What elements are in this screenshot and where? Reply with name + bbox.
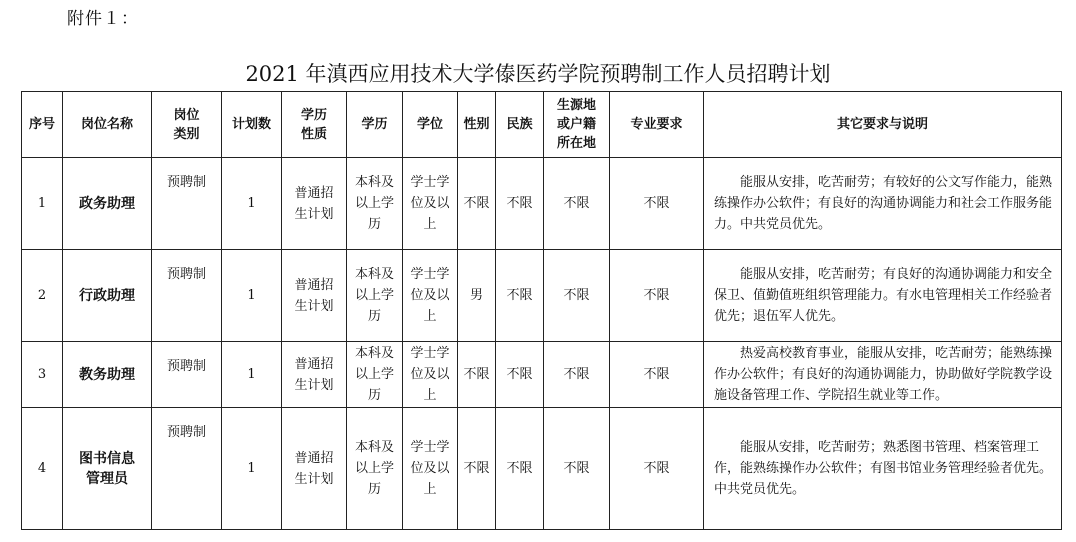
education: 本科及 以上学 历 xyxy=(347,250,403,342)
position-category: 预聘制 xyxy=(152,342,222,408)
col-header: 民族 xyxy=(496,92,544,158)
education-type: 普通招 生计划 xyxy=(282,342,347,408)
origin: 不限 xyxy=(544,158,610,250)
position-name: 政务助理 xyxy=(63,158,152,250)
col-header: 计划数 xyxy=(222,92,282,158)
gender: 不限 xyxy=(458,158,496,250)
ethnicity: 不限 xyxy=(496,408,544,530)
major-requirement: 不限 xyxy=(610,158,704,250)
gender: 不限 xyxy=(458,408,496,530)
position-name: 图书信息 管理员 xyxy=(63,408,152,530)
row-number: 1 xyxy=(22,158,63,250)
col-header: 其它要求与说明 xyxy=(704,92,1062,158)
col-header: 岗位名称 xyxy=(63,92,152,158)
origin: 不限 xyxy=(544,250,610,342)
major-requirement: 不限 xyxy=(610,250,704,342)
table-row xyxy=(22,158,1062,250)
table-row xyxy=(22,408,1062,530)
plan-count: 1 xyxy=(222,250,282,342)
col-header: 生源地 或户籍 所在地 xyxy=(544,92,610,158)
col-header: 学历 性质 xyxy=(282,92,347,158)
table-row xyxy=(22,250,1062,342)
col-header: 岗位 类别 xyxy=(152,92,222,158)
table-row xyxy=(22,342,1062,408)
table-header-row xyxy=(22,92,1062,158)
degree: 学士学 位及以 上 xyxy=(403,342,458,408)
ethnicity: 不限 xyxy=(496,250,544,342)
education-type: 普通招 生计划 xyxy=(282,158,347,250)
row-number: 2 xyxy=(22,250,63,342)
other-requirements: 能服从安排，吃苦耐劳；有良好的沟通协调能力和安全保卫、值勤值班组织管理能力。有水电管理相关工作经验者优先；退伍军人优先。 xyxy=(704,250,1062,342)
col-header: 学位 xyxy=(403,92,458,158)
degree: 学士学 位及以 上 xyxy=(403,250,458,342)
origin: 不限 xyxy=(544,408,610,530)
plan-count: 1 xyxy=(222,158,282,250)
education-type: 普通招 生计划 xyxy=(282,250,347,342)
other-requirements: 热爱高校教育事业，能服从安排，吃苦耐劳；能熟练操作办公软件；有良好的沟通协调能力，协助做好学院教学设施设备管理工作、学院招生就业等工作。 xyxy=(704,342,1062,408)
col-header: 性别 xyxy=(458,92,496,158)
gender: 男 xyxy=(458,250,496,342)
recruitment-table xyxy=(21,91,1062,530)
education: 本科及 以上学 历 xyxy=(347,342,403,408)
plan-count: 1 xyxy=(222,342,282,408)
position-name: 教务助理 xyxy=(63,342,152,408)
degree: 学士学 位及以 上 xyxy=(403,158,458,250)
page-title: 2021 年滇西应用技术大学傣医药学院预聘制工作人员招聘计划 xyxy=(245,62,831,86)
col-header: 学历 xyxy=(347,92,403,158)
position-category: 预聘制 xyxy=(152,408,222,530)
other-requirements: 能服从安排，吃苦耐劳；有较好的公文写作能力，能熟练操作办公软件；有良好的沟通协调能力和社会工作服务能力。中共党员优先。 xyxy=(704,158,1062,250)
major-requirement: 不限 xyxy=(610,408,704,530)
degree: 学士学 位及以 上 xyxy=(403,408,458,530)
position-name: 行政助理 xyxy=(63,250,152,342)
position-category: 预聘制 xyxy=(152,158,222,250)
col-header: 专业要求 xyxy=(610,92,704,158)
attachment-label: 附件１： xyxy=(67,9,139,29)
plan-count: 1 xyxy=(222,408,282,530)
ethnicity: 不限 xyxy=(496,342,544,408)
gender: 不限 xyxy=(458,342,496,408)
other-requirements: 能服从安排，吃苦耐劳；熟悉图书管理、档案管理工作，能熟练操作办公软件；有图书馆业务管理经验者优先。中共党员优先。 xyxy=(704,408,1062,530)
education-type: 普通招 生计划 xyxy=(282,408,347,530)
major-requirement: 不限 xyxy=(610,342,704,408)
row-number: 3 xyxy=(22,342,63,408)
row-number: 4 xyxy=(22,408,63,530)
col-header: 序号 xyxy=(22,92,63,158)
education: 本科及 以上学 历 xyxy=(347,158,403,250)
ethnicity: 不限 xyxy=(496,158,544,250)
origin: 不限 xyxy=(544,342,610,408)
position-category: 预聘制 xyxy=(152,250,222,342)
education: 本科及 以上学 历 xyxy=(347,408,403,530)
